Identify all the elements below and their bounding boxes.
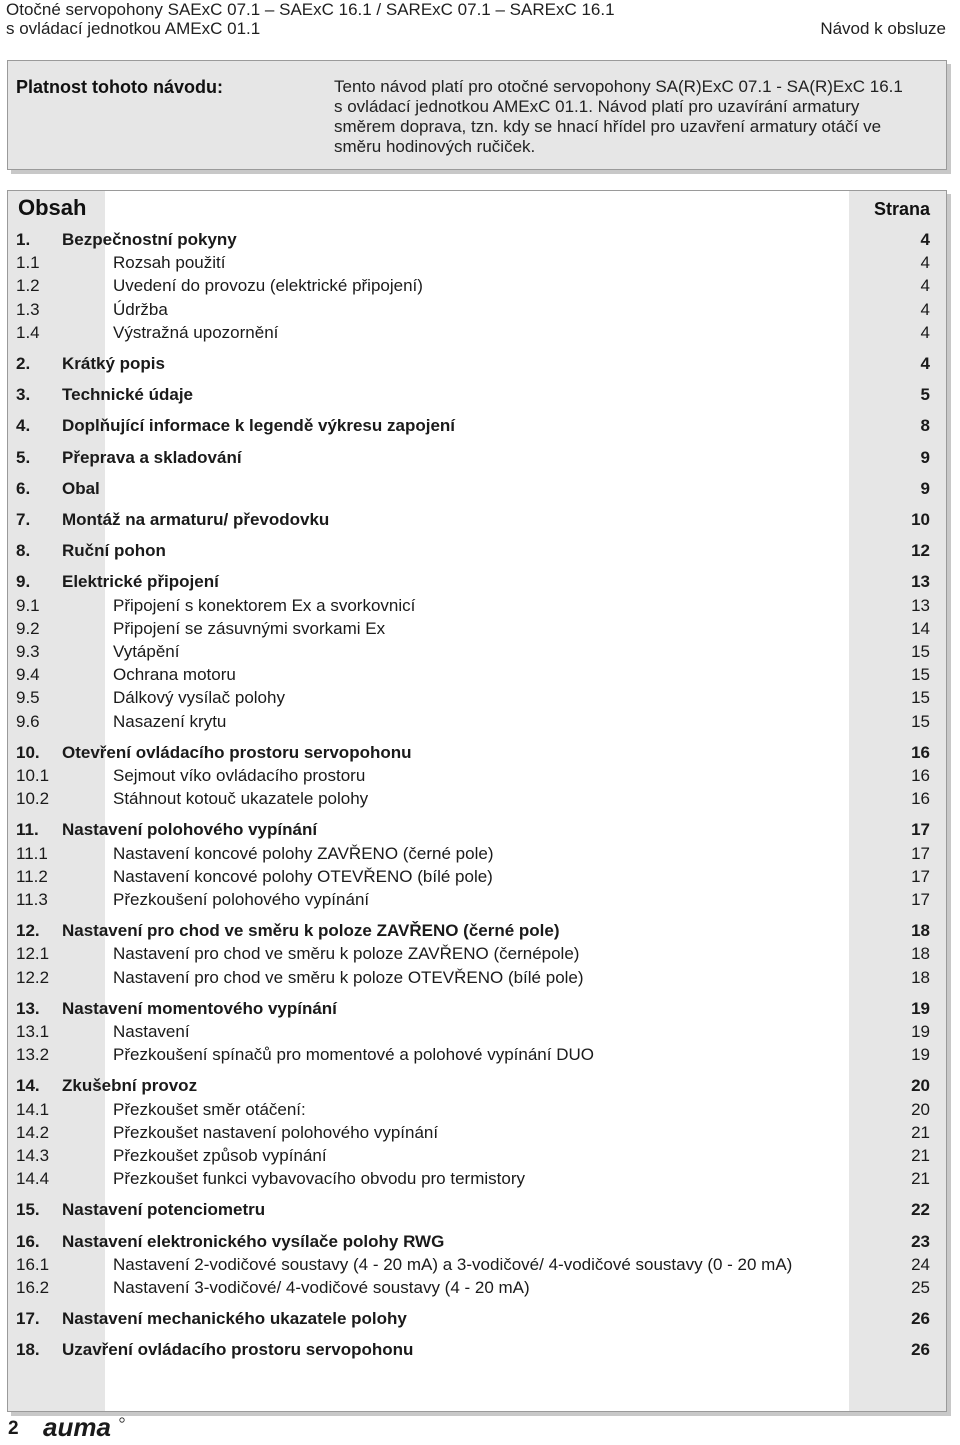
toc-entry[interactable] (8, 1253, 946, 1276)
toc-entry[interactable] (8, 617, 946, 640)
validity-line: Tento návod platí pro otočné servopohony SA(R)ExC 07.1 - SA(R)ExC 16.1 (334, 77, 903, 96)
toc-entry[interactable] (8, 1144, 946, 1167)
toc-entry-page: 22 (911, 1200, 930, 1220)
toc-entry[interactable] (8, 594, 946, 617)
toc-entry-page: 21 (911, 1146, 930, 1165)
toc-entry[interactable] (8, 1307, 946, 1330)
toc-entry[interactable] (8, 228, 946, 251)
toc-entry[interactable] (8, 686, 946, 709)
toc-entry-number: 16. (16, 1231, 40, 1251)
toc-entry[interactable] (8, 274, 946, 297)
toc-entry-title: Přezkoušení spínačů pro momentové a polohové vypínání DUO (113, 1045, 594, 1065)
toc-entry-title: Nastavení mechanického ukazatele polohy (62, 1309, 407, 1329)
toc-page-header: Strana (873, 199, 930, 219)
toc-entry-number: 17. (16, 1309, 40, 1329)
toc-entry-page: 4 (920, 322, 930, 342)
toc-entry-page: 4 (920, 253, 930, 273)
toc-entry-title: Obal (62, 478, 100, 498)
toc-entry[interactable] (8, 787, 946, 810)
toc-entry[interactable] (8, 1338, 946, 1361)
table-of-contents (7, 190, 947, 1412)
toc-entry-title: Vytápění (113, 642, 180, 661)
toc-entry-number: 16.1 (16, 1254, 50, 1274)
toc-entry-number: 7. (16, 510, 31, 529)
toc-entry-page: 17 (911, 890, 930, 909)
toc-entry-title: Nastavení pro chod ve směru k poloze ZAVŘENO (černé pole) (62, 921, 560, 941)
toc-entry-title: Nastavení koncové polohy ZAVŘENO (černé pole) (113, 843, 494, 863)
toc-entry-number: 5. (16, 447, 31, 467)
header-doc-type: Návod k obsluze (820, 19, 946, 38)
toc-entry-page: 19 (911, 998, 930, 1018)
toc-entry-title: Nastavení elektronického vysílače polohy RWG (62, 1231, 445, 1251)
toc-entry[interactable] (8, 1198, 946, 1221)
toc-entry-title: Uzavření ovládacího prostoru servopohonu (62, 1340, 414, 1360)
toc-entry[interactable] (8, 1098, 946, 1121)
toc-entry[interactable] (8, 251, 946, 274)
toc-entry-number: 9.5 (16, 688, 40, 708)
toc-entry-page: 15 (911, 665, 930, 685)
toc-entry-number: 9.2 (16, 618, 40, 638)
toc-entry-title: Bezpečnostní pokyny (62, 230, 237, 249)
toc-entry-title: Montáž na armaturu/ převodovku (62, 510, 330, 529)
toc-entry-title: Údržba (113, 299, 168, 319)
toc-entry[interactable] (8, 640, 946, 663)
toc-entry[interactable] (8, 865, 946, 888)
toc-entry-number: 1.2 (16, 276, 40, 296)
toc-entry-number: 8. (16, 541, 31, 561)
toc-entry-page: 26 (911, 1309, 930, 1329)
toc-entry-number: 13.1 (16, 1022, 50, 1041)
toc-entry-number: 12.2 (16, 967, 50, 987)
toc-entry-page: 4 (920, 299, 930, 319)
toc-entry-title: Připojení se zásuvnými svorkami Ex (113, 618, 386, 638)
toc-entry-title: Ruční pohon (62, 541, 166, 561)
toc-entry[interactable] (8, 1230, 946, 1253)
header-title-line2: s ovládací jednotkou AMExC 01.1 (6, 19, 261, 38)
toc-entry-title: Nastavení 3-vodičové/ 4-vodičové soustavy (4 - 20 mA) (113, 1278, 530, 1297)
toc-entry-title: Otevření ovládacího prostoru servopohonu (62, 742, 412, 762)
toc-entry-number: 14.3 (16, 1146, 50, 1165)
toc-entry-number: 13.2 (16, 1045, 50, 1065)
toc-entry-number: 11.2 (16, 866, 48, 886)
toc-entry-number: 9.6 (16, 711, 40, 731)
toc-entry[interactable] (8, 942, 946, 965)
page-header (0, 0, 960, 48)
toc-entry-number: 16.2 (16, 1278, 50, 1297)
page-footer (0, 1414, 960, 1443)
toc-entry-title: Stáhnout kotouč ukazatele polohy (113, 789, 369, 809)
toc-entry-page: 18 (911, 921, 930, 941)
validity-line: směru hodinových ručiček. (334, 137, 536, 156)
toc-entry-page: 17 (911, 843, 930, 863)
toc-entry-title: Přezkoušení polohového vypínání (113, 890, 370, 909)
toc-entry-number: 11.3 (16, 890, 48, 909)
toc-entry-number: 1.4 (16, 322, 40, 342)
toc-entry-title: Přezkoušet způsob vypínání (113, 1146, 327, 1165)
toc-entry-number: 10.2 (16, 789, 50, 809)
toc-entry-page: 4 (920, 276, 930, 296)
toc-entry[interactable] (8, 842, 946, 865)
toc-entry-page: 4 (920, 354, 930, 373)
validity-label: Platnost tohoto návodu: (16, 77, 223, 97)
toc-entry[interactable] (8, 1074, 946, 1097)
toc-entry[interactable] (8, 888, 946, 911)
toc-entry[interactable] (8, 1276, 946, 1299)
toc-entry-number: 11.1 (16, 843, 48, 863)
toc-entry-page: 19 (911, 1045, 930, 1065)
toc-entry-number: 14. (16, 1076, 40, 1096)
toc-entry[interactable] (8, 1020, 946, 1043)
toc-entry-number: 18. (16, 1340, 40, 1360)
toc-entry-page: 14 (911, 618, 930, 638)
toc-entry-page: 26 (911, 1340, 930, 1360)
toc-entry-number: 4. (16, 416, 31, 436)
toc-entry-title: Nastavení momentového vypínání (62, 998, 337, 1018)
auma-logo-icon (43, 1414, 127, 1445)
toc-entry[interactable] (8, 818, 946, 841)
toc-entry-title: Přezkoušet nastavení polohového vypínání (113, 1122, 439, 1142)
toc-entry-number: 9.1 (16, 595, 40, 615)
toc-entry[interactable] (8, 1167, 946, 1190)
toc-entry-number: 1. (16, 230, 31, 249)
toc-entry-number: 9.3 (16, 642, 40, 661)
toc-entry-page: 18 (911, 967, 930, 987)
validity-box (7, 60, 947, 170)
toc-entry-title: Technické údaje (62, 385, 194, 405)
toc-entry-page: 5 (920, 385, 930, 405)
toc-entry-title: Dálkový vysílač polohy (113, 688, 285, 708)
toc-entry-number: 10.1 (16, 766, 50, 785)
toc-entry-page: 24 (911, 1254, 930, 1274)
toc-entry[interactable] (8, 1121, 946, 1144)
toc-entry-title: Nastavení 2-vodičové soustavy (4 - 20 mA) a 3-vodičové/ 4-vodičové soustavy (0 - 20 mA) (113, 1254, 793, 1274)
toc-entry-number: 3. (16, 385, 31, 405)
toc-entry-number: 15. (16, 1200, 40, 1220)
toc-entry-page: 16 (911, 766, 930, 785)
toc-entry-page: 17 (911, 820, 930, 840)
toc-entry-title: Připojení s konektorem Ex a svorkovnicí (113, 595, 416, 615)
toc-entry[interactable] (8, 570, 946, 593)
toc-entry-page: 15 (911, 711, 930, 731)
toc-entry-title: Sejmout víko ovládacího prostoru (113, 766, 366, 785)
toc-entry[interactable] (8, 764, 946, 787)
toc-entry[interactable] (8, 321, 946, 344)
toc-entry[interactable] (8, 383, 946, 406)
toc-entry[interactable] (8, 446, 946, 469)
toc-entry-page: 10 (911, 510, 930, 529)
toc-entry-number: 1.1 (16, 253, 40, 273)
toc-entry-number: 11. (16, 820, 39, 840)
toc-entry[interactable] (8, 414, 946, 437)
toc-entry-page: 18 (911, 944, 930, 964)
toc-entry[interactable] (8, 966, 946, 989)
toc-entry-title: Nastavení polohového vypínání (62, 820, 318, 840)
toc-title: Obsah (18, 195, 87, 220)
toc-entry-page: 15 (911, 642, 930, 661)
toc-entry-page: 13 (911, 572, 930, 592)
toc-entry-number: 14.1 (16, 1099, 50, 1119)
validity-line: směrem doprava, tzn. kdy se hnací hřídel pro uzavření armatury otáčí ve (334, 117, 882, 136)
toc-entry-title: Nastavení pro chod ve směru k poloze OTEVŘENO (bílé pole) (113, 967, 584, 987)
toc-entry-number: 9.4 (16, 665, 40, 685)
validity-text (334, 77, 934, 157)
toc-entry-title: Zkušební provoz (62, 1076, 198, 1096)
toc-entry[interactable] (8, 663, 946, 686)
toc-entry-number: 13. (16, 998, 40, 1018)
toc-entry-page: 9 (920, 447, 930, 467)
toc-entry-page: 8 (920, 416, 930, 436)
toc-entry-title: Nastavení pro chod ve směru k poloze ZAVŘENO (černépole) (113, 944, 580, 964)
toc-entry-page: 19 (911, 1022, 930, 1041)
toc-entry-page: 21 (911, 1169, 930, 1189)
toc-entry-number: 6. (16, 478, 31, 498)
header-title-line1: Otočné servopohony SAExC 07.1 – SAExC 16.1 / SARExC 07.1 – SARExC 16.1 (6, 0, 615, 19)
toc-entry[interactable] (8, 298, 946, 321)
toc-entry-title: Nastavení (113, 1022, 190, 1041)
toc-entry-page: 23 (911, 1231, 930, 1251)
toc-entry[interactable] (8, 352, 946, 375)
toc-entry-number: 12.1 (16, 944, 50, 964)
toc-entry-page: 21 (911, 1122, 930, 1142)
toc-header (8, 191, 946, 227)
toc-entry-page: 9 (920, 478, 930, 498)
toc-entry-title: Ochrana motoru (113, 665, 236, 685)
toc-entry-title: Přezkoušet funkci vybavovacího obvodu pro termistory (113, 1169, 525, 1189)
toc-entry-page: 17 (911, 866, 930, 886)
toc-entry-page: 4 (920, 230, 930, 249)
toc-entry-page: 16 (911, 789, 930, 809)
validity-line: s ovládací jednotkou AMExC 01.1. Návod platí pro uzavírání armatury (334, 97, 860, 116)
toc-entry-title: Přeprava a skladování (62, 447, 242, 467)
toc-entry-title: Uvedení do provozu (elektrické připojení) (113, 276, 423, 296)
logo-text: auma (43, 1414, 111, 1440)
toc-entry-page: 12 (911, 541, 930, 561)
toc-entry[interactable] (8, 1043, 946, 1066)
toc-entry-title: Rozsah použití (113, 253, 226, 273)
toc-entry-page: 25 (911, 1278, 930, 1297)
toc-entry-title: Doplňující informace k legendě výkresu zapojení (62, 416, 456, 436)
toc-entry-title: Krátký popis (62, 354, 165, 373)
toc-entry-title: Elektrické připojení (62, 572, 219, 592)
toc-entry[interactable] (8, 477, 946, 500)
toc-entry[interactable] (8, 710, 946, 733)
toc-entry-page: 15 (911, 688, 930, 708)
toc-entry[interactable] (8, 508, 946, 531)
toc-entry-title: Výstražná upozornění (113, 322, 279, 342)
toc-entry-number: 2. (16, 354, 31, 373)
auma-logo-svg (43, 1414, 127, 1440)
toc-entry-number: 12. (16, 921, 40, 941)
toc-entry-number: 1.3 (16, 299, 40, 319)
toc-entry-number: 14.2 (16, 1122, 50, 1142)
page-number: 2 (8, 1418, 19, 1439)
toc-entry-page: 20 (911, 1099, 930, 1119)
toc-entry[interactable] (8, 539, 946, 562)
toc-entry-title: Nastavení koncové polohy OTEVŘENO (bílé pole) (113, 866, 493, 886)
toc-entry-page: 20 (911, 1076, 930, 1096)
toc-entry-number: 14.4 (16, 1169, 50, 1189)
toc-entry-title: Nastavení potenciometru (62, 1200, 266, 1220)
toc-entry-number: 10. (16, 742, 40, 762)
toc-entry-title: Přezkoušet směr otáčení: (113, 1099, 306, 1119)
toc-entry[interactable] (8, 997, 946, 1020)
toc-entry-title: Nasazení krytu (113, 711, 227, 731)
toc-entry-page: 16 (911, 742, 930, 762)
toc-entry[interactable] (8, 741, 946, 764)
registered-mark-icon (120, 1418, 124, 1422)
toc-entry-page: 13 (911, 595, 930, 615)
toc-entry-number: 9. (16, 572, 31, 592)
toc-entry[interactable] (8, 919, 946, 942)
